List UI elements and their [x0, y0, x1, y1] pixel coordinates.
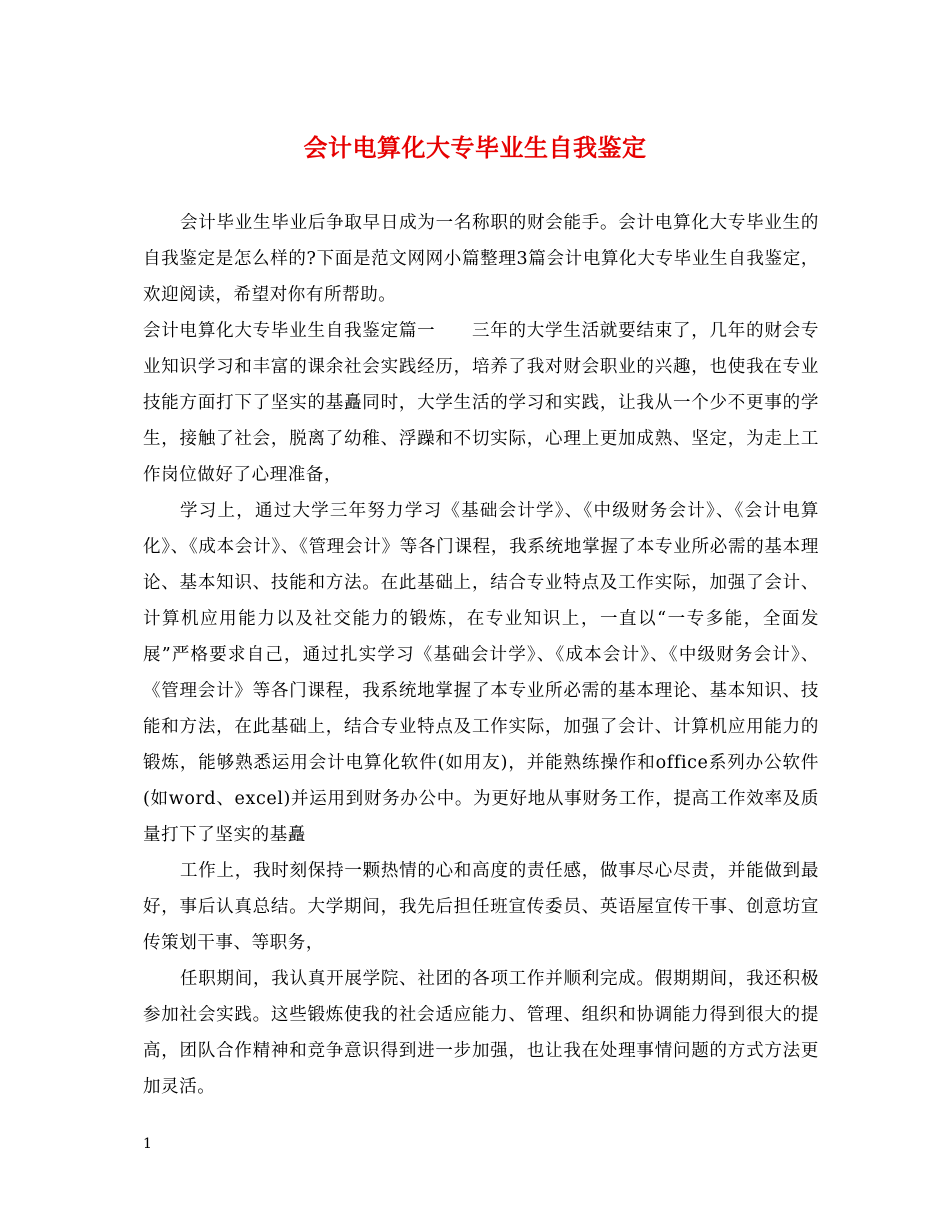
- section-heading-paragraph: 会计电算化大专毕业生自我鉴定篇一 三年的大学生活就要结束了，几年的财会专业知识学习和丰富的课余社会实践经历，培养了我对财会职业的兴趣，也使我在专业技能方面打下了坚实的基矗同时，大学生活的学习和实践，让我从一个少不更事的学生，接触了社会，脱离了幼稚、浮躁和不切实际，心理上更加成熟、坚定，为走上工作岗位做好了心理准备，: [143, 321, 819, 485]
- tenure-paragraph: 任职期间，我认真开展学院、社团的各项工作并顺利完成。假期期间，我还积极参加社会实践。这些锻炼使我的社会适应能力、管理、组织和协调能力得到很大的提高，团队合作精神和竞争意识得到进一步加强，也让我在处理事情问题的方式方法更加灵活。: [143, 969, 819, 1097]
- intro-paragraph: 会计毕业生毕业后争取早日成为一名称职的财会能手。会计电算化大专毕业生的自我鉴定是怎么样的?下面是范文网网小篇整理3篇会计电算化大专毕业生自我鉴定，欢迎阅读，希望对你有所帮助。: [143, 213, 819, 305]
- page-number: 1: [143, 1136, 152, 1152]
- work-paragraph: 工作上，我时刻保持一颗热情的心和高度的责任感，做事尽心尽责，并能做到最好，事后认真总结。大学期间，我先后担任班宣传委员、英语屋宣传干事、创意坊宣传策划干事、等职务，: [143, 861, 819, 953]
- document-title: 会计电算化大专毕业生自我鉴定: [303, 134, 647, 162]
- document-body: [143, 205, 819, 1105]
- study-paragraph: 学习上，通过大学三年努力学习《基础会计学》、《中级财务会计》、《会计电算化》、《成本会计》、《管理会计》等各门课程，我系统地掌握了本专业所必需的基本理论、基本知识、技能和方法。在此基础上，结合专业特点及工作实际，加强了会计、计算机应用能力以及社交能力的锻炼，在专业知识上，一直以“一专多能，全面发展”严格要求自己，通过扎实学习《基础会计学》、《成本会计》、《中级财务会计》、《管理会计》等各门课程，我系统地掌握了本专业所必需的基本理论、基本知识、技能和方法，在此基础上，结合专业特点及工作实际，加强了会计、计算机应用能力的锻炼，能够熟悉运用会计电算化软件(如用友)，并能熟练操作和office系列办公软件(如word、excel)并运用到财务办公中。为更好地从事财务工作，提高工作效率及质量打下了坚实的基矗: [143, 501, 819, 845]
